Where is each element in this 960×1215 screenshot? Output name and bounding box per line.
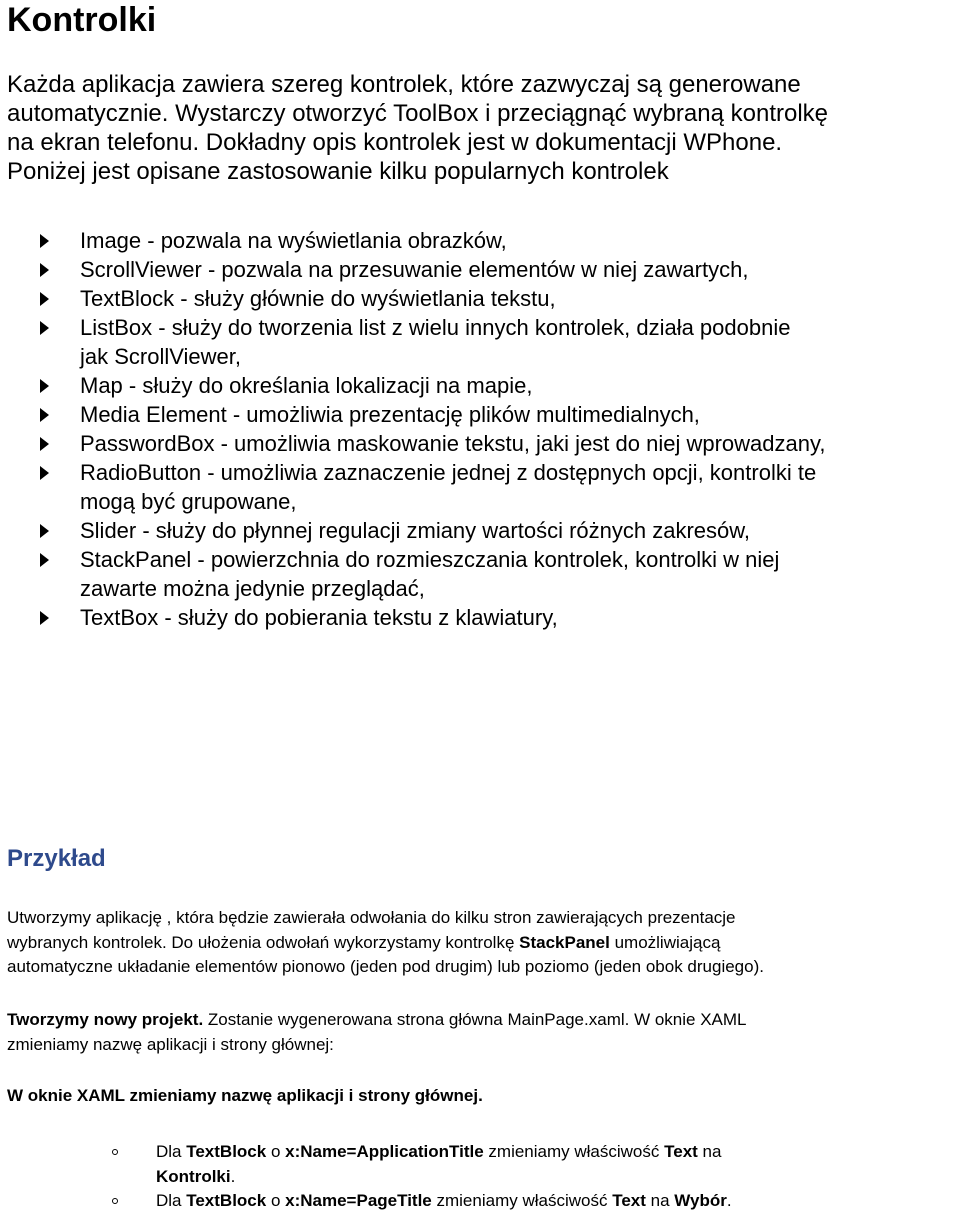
control-item <box>40 313 958 371</box>
text-run: o <box>266 1142 286 1161</box>
text-run: umożliwiającą <box>609 932 721 952</box>
text-run: o <box>266 1191 286 1210</box>
control-item <box>40 371 958 400</box>
triangle-bullet-icon <box>40 379 49 393</box>
control-description: ScrollViewer - pozwala na przesuwanie elementów w niej zawartych, <box>80 257 749 282</box>
text-run: na <box>645 1191 675 1210</box>
control-item <box>40 516 958 545</box>
instruction-line <box>156 1165 952 1190</box>
control-description: Map - służy do określania lokalizacji na mapie, <box>80 373 533 398</box>
triangle-bullet-icon <box>40 234 49 248</box>
paragraph-line: Utworzymy aplikację , która będzie zawierała odwołania do kilku stron zawierających prezentacje <box>7 908 736 927</box>
instruction-line <box>156 1189 952 1214</box>
bold-run: Tworzymy nowy projekt. <box>7 1010 204 1029</box>
text-run: zmieniamy właściwość <box>483 1142 665 1161</box>
text-run: Zostanie wygenerowana strona główna MainPage.xaml. W oknie XAML <box>203 1010 747 1029</box>
instruction-line <box>156 1140 952 1165</box>
control-description: PasswordBox - umożliwia maskowanie tekstu, jaki jest do niej wprowadzany, <box>80 431 826 456</box>
text-run: . <box>726 1191 732 1210</box>
triangle-bullet-icon <box>40 611 49 625</box>
bold-run: Text <box>664 1142 698 1161</box>
paragraph-line <box>7 931 955 956</box>
text-run: na <box>697 1142 722 1161</box>
triangle-bullet-icon <box>40 553 49 567</box>
control-item <box>40 429 958 458</box>
control-description: ListBox - służy do tworzenia list z wielu innych kontrolek, działa podobnie <box>80 315 791 340</box>
new-project-paragraph <box>7 1008 955 1057</box>
text-run: . <box>230 1166 236 1186</box>
bold-run: Wybór <box>674 1191 727 1210</box>
triangle-bullet-icon <box>40 321 49 335</box>
circle-bullet-icon <box>112 1198 118 1204</box>
control-item <box>40 226 958 255</box>
example-heading: Przykład <box>7 845 106 872</box>
text-run: wybranych kontrolek. Do ułożenia odwołań wykorzystamy kontrolkę <box>7 932 520 952</box>
paragraph-line <box>7 1008 955 1033</box>
triangle-bullet-icon <box>40 292 49 306</box>
triangle-bullet-icon <box>40 437 49 451</box>
bold-run: TextBlock <box>186 1142 267 1161</box>
control-description: TextBox - służy do pobierania tekstu z klawiatury, <box>80 605 558 630</box>
control-item <box>40 603 958 632</box>
control-item <box>40 284 958 313</box>
intro-line: automatycznie. Wystarczy otworzyć ToolBox i przeciągnąć wybraną kontrolkę <box>7 100 829 127</box>
bold-run: Text <box>612 1191 646 1210</box>
control-description: Media Element - umożliwia prezentację plików multimedialnych, <box>80 402 700 427</box>
control-description: TextBlock - służy głównie do wyświetlania tekstu, <box>80 286 556 311</box>
triangle-bullet-icon <box>40 466 49 480</box>
control-item <box>40 458 958 516</box>
circle-bullet-icon <box>112 1149 118 1155</box>
xaml-instruction: W oknie XAML zmieniamy nazwę aplikacji i strony głównej. <box>7 1086 483 1105</box>
page-title: Kontrolki <box>7 1 157 39</box>
controls-list <box>40 226 958 632</box>
control-description: StackPanel - powierzchnia do rozmieszczania kontrolek, kontrolki w niej <box>80 547 780 572</box>
paragraph-line: automatyczne układanie elementów pionowo (jeden pod drugim) lub poziomo (jeden obok drugiego). <box>7 957 764 976</box>
triangle-bullet-icon <box>40 408 49 422</box>
control-item <box>40 545 958 603</box>
instruction-list <box>112 1140 952 1214</box>
control-description: jak ScrollViewer, <box>80 344 241 369</box>
bold-run: TextBlock <box>186 1191 267 1210</box>
intro-line: Każda aplikacja zawiera szereg kontrolek, które zazwyczaj są generowane <box>7 71 801 98</box>
bold-run: StackPanel <box>519 932 610 952</box>
bold-run: Kontrolki <box>156 1166 231 1186</box>
control-description: Slider - służy do płynnej regulacji zmiany wartości różnych zakresów, <box>80 518 751 543</box>
text-run: Dla <box>156 1142 187 1161</box>
example-paragraph <box>7 906 955 980</box>
control-description: Image - pozwala na wyświetlania obrazków, <box>80 228 507 253</box>
control-description: mogą być grupowane, <box>80 489 297 514</box>
intro-line: na ekran telefonu. Dokładny opis kontrolek jest w dokumentacji WPhone. <box>7 129 783 156</box>
text-run: Dla <box>156 1191 187 1210</box>
paragraph-line: zmieniamy nazwę aplikacji i strony głównej: <box>7 1034 334 1054</box>
intro-paragraph <box>7 70 952 186</box>
bold-run: x:Name=ApplicationTitle <box>285 1142 484 1161</box>
text-run: zmieniamy właściwość <box>431 1191 613 1210</box>
control-description: RadioButton - umożliwia zaznaczenie jednej z dostępnych opcji, kontrolki te <box>80 460 817 485</box>
control-item <box>40 255 958 284</box>
instruction-item <box>112 1189 952 1214</box>
triangle-bullet-icon <box>40 524 49 538</box>
bold-run: x:Name=PageTitle <box>285 1191 432 1210</box>
control-item <box>40 400 958 429</box>
triangle-bullet-icon <box>40 263 49 277</box>
control-description: zawarte można jedynie przeglądać, <box>80 576 425 601</box>
instruction-item <box>112 1140 952 1189</box>
intro-line: Poniżej jest opisane zastosowanie kilku popularnych kontrolek <box>7 158 669 185</box>
